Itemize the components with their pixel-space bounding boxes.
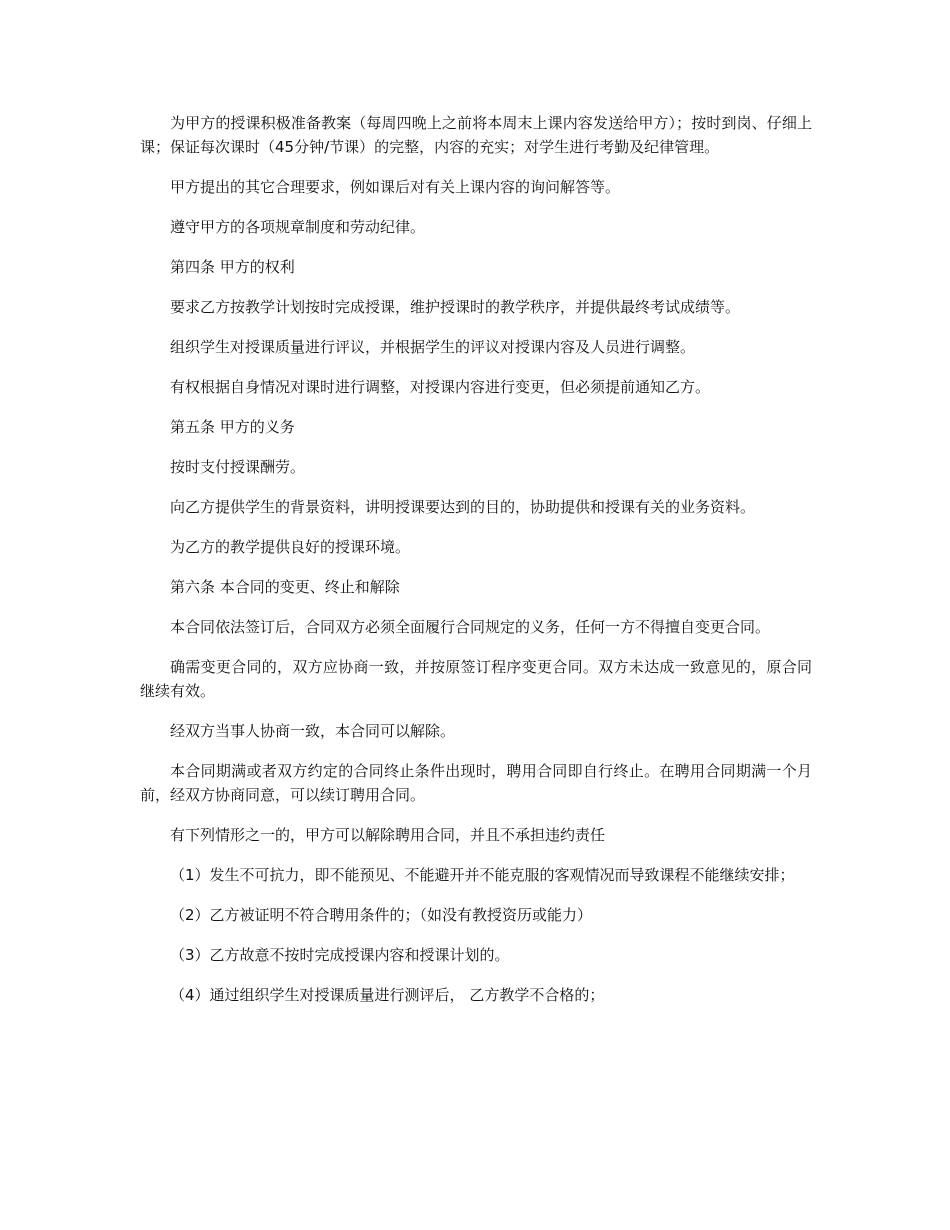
list-item-failed-evaluation: （4）通过组织学生对授课质量进行测评后， 乙方教学不合格的； [170, 986, 605, 1004]
paragraph-contract-binding: 本合同依法签订后，合同双方必须全面履行合同规定的义务，任何一方不得擅自变更合同。 [170, 618, 771, 636]
paragraph-teaching-environment: 为乙方的教学提供良好的授课环境。 [170, 538, 411, 556]
paragraph-provide-materials: 向乙方提供学生的背景资料，讲明授课要达到的目的，协助提供和授课有关的业务资料。 [170, 498, 756, 516]
heading-article-4: 第四条 甲方的权利 [170, 258, 295, 276]
paragraph-contract-change: 确需变更合同的，双方应协商一致，并按原签订程序变更合同。双方未达成一致意见的，原合同继续有效。 [140, 658, 812, 700]
paragraph-adjust-hours: 有权根据自身情况对课时进行调整，对授课内容进行变更，但必须提前通知乙方。 [170, 378, 711, 396]
paragraph-require-teaching-plan: 要求乙方按教学计划按时完成授课，维护授课时的教学秩序，并提供最终考试成绩等。 [170, 298, 741, 316]
paragraph-pay-on-time: 按时支付授课酬劳。 [170, 458, 306, 476]
paragraph-termination-cases: 有下列情形之一的，甲方可以解除聘用合同，并且不承担违约责任 [170, 826, 606, 844]
paragraph-preparation-duties: 为甲方的授课积极准备教案（每周四晚上之前将本周末上课内容发送给甲方）；按时到岗、仔细上课；保证每次课时（45分钟/节课）的完整，内容的充实；对学生进行考勤及纪律管理。 [140, 114, 812, 156]
paragraph-mutual-termination: 经双方当事人协商一致，本合同可以解除。 [170, 722, 456, 740]
paragraph-comply-rules: 遵守甲方的各项规章制度和劳动纪律。 [170, 218, 426, 236]
paragraph-other-requirements: 甲方提出的其它合理要求，例如课后对有关上课内容的询问解答等。 [170, 178, 621, 196]
list-item-force-majeure: （1）发生不可抗力，即不能预见、不能避开并不能克服的客观情况而导致课程不能继续安排； [170, 866, 795, 884]
heading-article-6: 第六条 本合同的变更、终止和解除 [170, 578, 400, 596]
heading-article-5: 第五条 甲方的义务 [170, 418, 295, 436]
list-item-not-qualified: （2）乙方被证明不符合聘用条件的；（如没有教授资历或能力） [170, 906, 593, 924]
list-item-late-teaching: （3）乙方故意不按时完成授课内容和授课计划的。 [170, 946, 510, 964]
paragraph-contract-expiry: 本合同期满或者双方约定的合同终止条件出现时，聘用合同即自行终止。在聘用合同期满一个月前，经双方协商同意，可以续订聘用合同。 [140, 762, 812, 804]
paragraph-organize-evaluation: 组织学生对授课质量进行评议，并根据学生的评议对授课内容及人员进行调整。 [170, 338, 696, 356]
document-body [140, 111, 812, 1023]
